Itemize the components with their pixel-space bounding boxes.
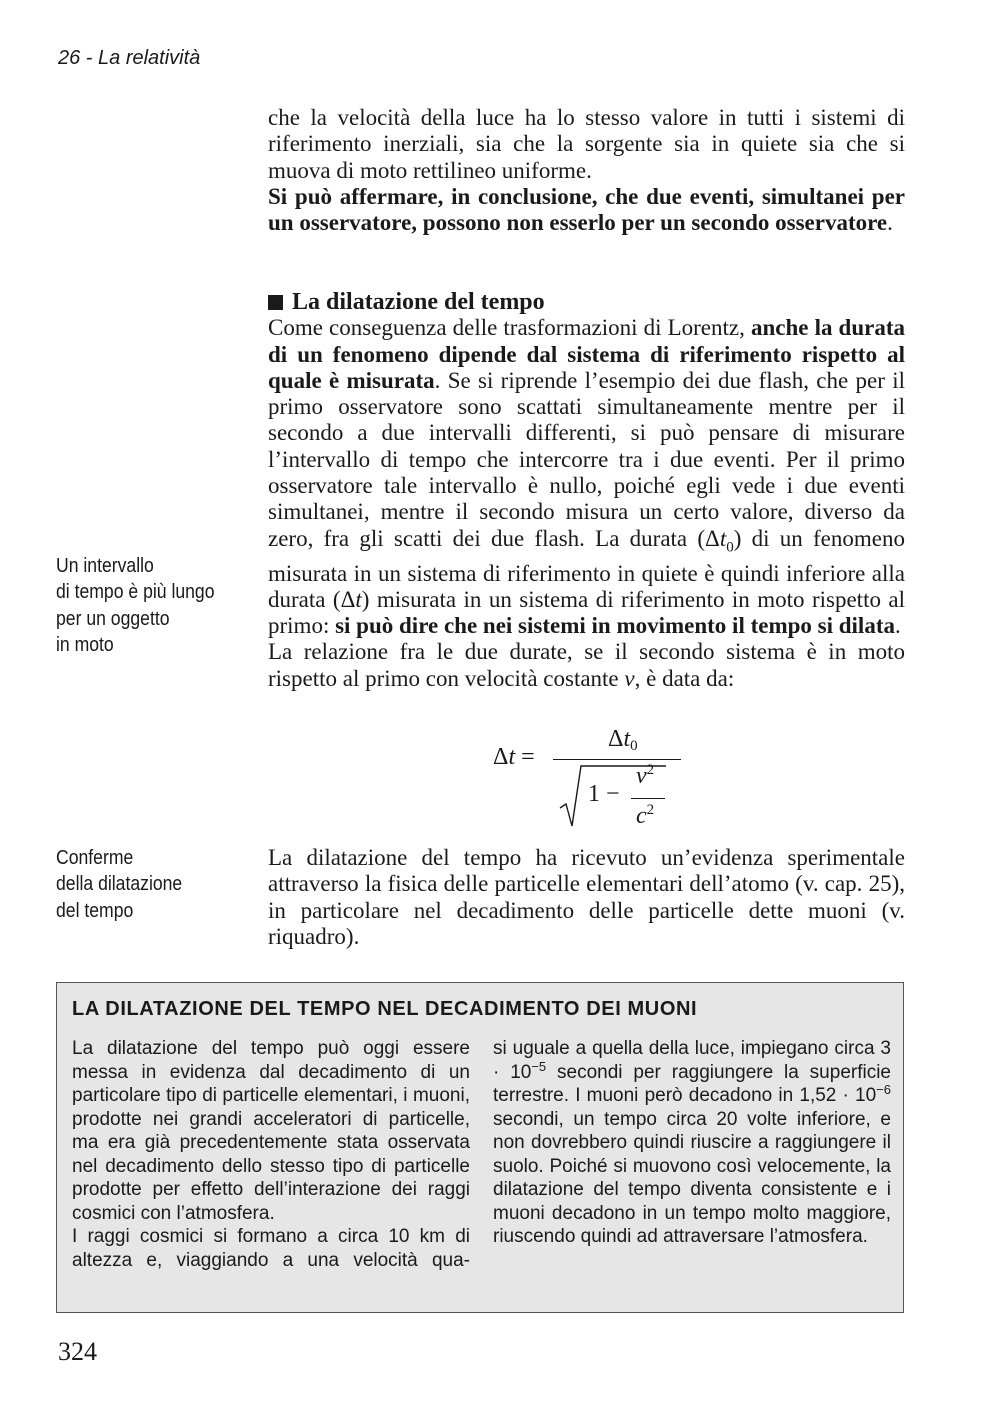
formula-one-minus: 1 − xyxy=(588,781,620,807)
confirmation-block xyxy=(268,845,905,950)
box-left-column xyxy=(72,1037,470,1272)
box-paragraph-1: La dilatazione del tempo può oggi essere messa in evidenza dal decadimento di un particolare tipo di particelle elementari, i muoni, prodotte nei grandi acceleratori di particelle, ma era già precedentemente stata osservata nel decadimento dello stesso tipo di particelle prodotte per effetto dell’interazione dei raggi cosmici con l’atmosfera. xyxy=(72,1038,470,1224)
box-title: LA DILATAZIONE DEL TEMPO NEL DECADIMENTO DEI MUONI xyxy=(72,998,698,1020)
box-right-column xyxy=(493,1037,891,1249)
intro-block xyxy=(268,105,905,236)
margin-note-longer-interval: Un intervallo di tempo è più lungo per un oggetto in moto xyxy=(56,555,215,656)
conclusion-paragraph: Si può affermare, in conclusione, che due eventi, simultanei per un osservatore, possono non esserlo per un secondo osservatore. xyxy=(268,183,905,236)
relation-paragraph: La relazione fra le due durate, se il secondo sistema è in moto rispetto al primo con velocità costante v, è data da: xyxy=(268,639,905,691)
formula-numerator: $\Delta t_0$ xyxy=(608,726,638,754)
muon-decay-box xyxy=(56,982,904,1313)
fraction-bar xyxy=(553,759,681,760)
time-dilation-formula xyxy=(490,726,690,836)
page-number: 324 xyxy=(58,1337,97,1366)
running-head: 26 - La relatività xyxy=(58,47,201,69)
time-dilation-section xyxy=(268,289,905,692)
conclusion-bold: Si può affermare, in conclusione, che due eventi, simultanei per un osservatore, possono non esserlo per un secondo osservatore xyxy=(268,183,905,236)
margin-note-confirmations: Conferme della dilatazione del tempo xyxy=(56,847,183,922)
square-bullet-icon xyxy=(268,295,283,310)
intro-paragraph: che la velocità della luce ha lo stesso valore in tutti i sistemi di riferimento inerziali, sia che la sorgente sia in quiete sia che si muova di moto rettilineo uniforme. xyxy=(268,105,905,183)
section-heading-text: La dilatazione del tempo xyxy=(292,289,545,315)
box-paragraph-2-start: I raggi cosmici si formano a circa 10 km di altezza e, viaggiando a una velocità qua- xyxy=(72,1226,470,1271)
formula-v-squared: $v^2$ xyxy=(636,762,655,789)
confirmation-paragraph: La dilatazione del tempo ha ricevuto un’evidenza sperimentale attraverso la fisica delle particelle elementari dell’atomo (v. cap. 25), in particolare nel decadimento delle particelle dette muoni (v. riquadro). xyxy=(268,845,905,949)
section-paragraph: Come conseguenza delle trasformazioni di Lorentz, anche la durata di un fenomeno dipende dal sistema di riferimento rispetto al quale è misurata. Se si riprende l’esempio dei due flash, che per il primo osservatore sono scattati simultaneamente mentre per il secondo a due intervalli differenti, si può pensare di misurare l’intervallo di tempo che intercorre tra i due eventi. Per il primo osservatore tale intervallo è nullo, poiché egli vede i due eventi simultanei, mentre il secondo misura un certo valore, diverso da zero, fra gli scatti dei due flash. La durata $(\Delta t_0)$ di un fenomeno misurata in un sistema di riferimento in quiete è quindi inferiore alla durata (Δt) misurata in un sistema di riferimento in moto rispetto al primo: si può dire che nei sistemi in movimento il tempo si dilata. xyxy=(268,315,905,639)
formula-lhs: Δt = xyxy=(493,744,535,770)
section-heading xyxy=(268,289,905,315)
inner-fraction-bar xyxy=(631,798,665,799)
formula-c-squared: $c^2$ xyxy=(636,802,655,829)
box-paragraph-2-end: si uguale a quella della luce, impiegano circa $3 \cdot 10^{-5}$ secondi per raggiungere la superficie terrestre. I muoni però decadono in $1,52 \cdot 10^{-6}$ secondi, un tempo circa 20 volte inferiore, e non dovrebbero quindi riuscire a raggiungere il suolo. Poiché si muovono così velocemente, la dilatazione del tempo diventa consistente e i muoni decadono in un tempo molto maggiore, riuscendo quindi ad attraversare l’atmosfera. xyxy=(493,1038,891,1247)
